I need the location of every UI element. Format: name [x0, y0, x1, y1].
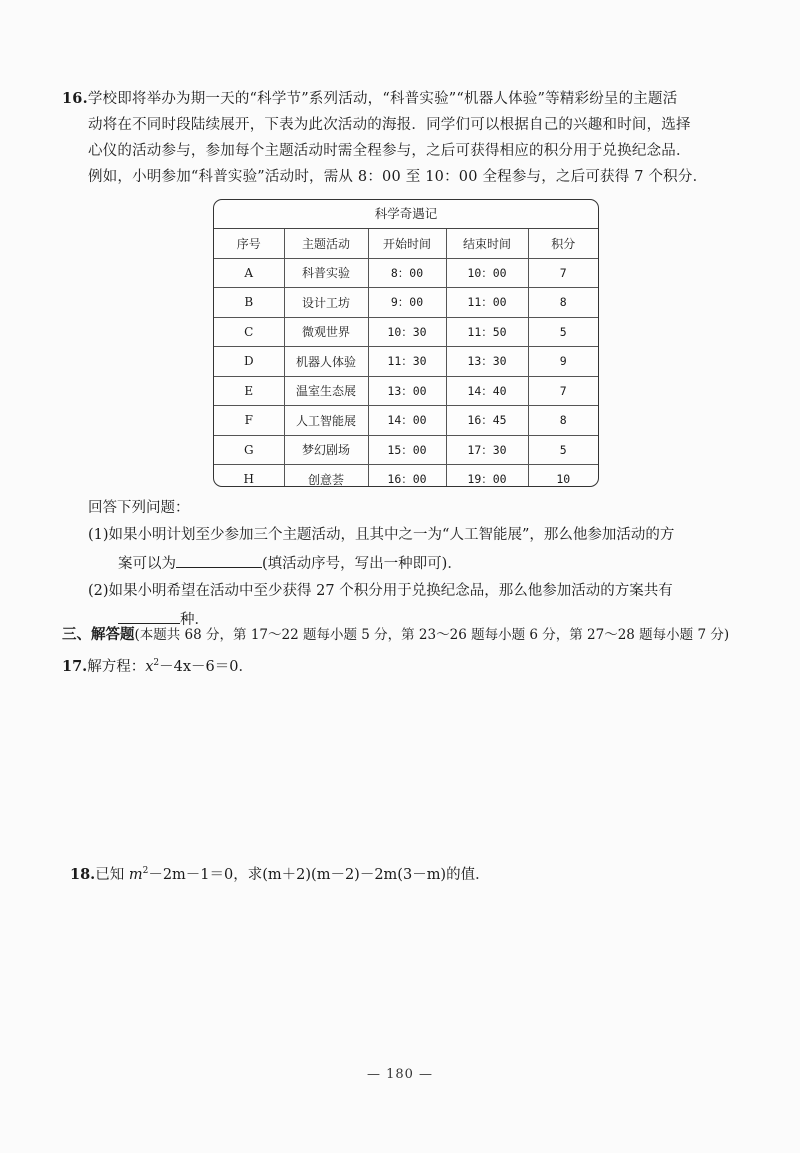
page-number: — 180 —: [366, 1067, 434, 1082]
section-3-title: 三、解答题: [62, 626, 135, 643]
activity-poster: [213, 199, 599, 487]
q18-variable: m: [128, 867, 143, 883]
cell-activity: 梦幻剧场: [284, 435, 368, 465]
section-3-note: (本题共 68 分，第 17～22 题每小题 5 分，第 23～26 题每小题 6 分，第 27～28 题每小题 7 分): [134, 627, 730, 643]
cell-points: 7: [528, 376, 598, 406]
cell-id: G: [214, 435, 284, 465]
cell-start: 16：00: [368, 465, 446, 488]
cell-points: 9: [528, 347, 598, 377]
q18-exponent: 2: [142, 866, 149, 876]
cell-end: 14：40: [446, 376, 528, 406]
cell-id: F: [214, 406, 284, 436]
cell-points: 5: [528, 435, 598, 465]
q16-line-1: [62, 86, 730, 112]
q17-prefix: 解方程：: [87, 659, 146, 675]
cell-activity: 微观世界: [284, 317, 368, 347]
cell-id: D: [214, 347, 284, 377]
cell-id: B: [214, 288, 284, 318]
answer-blank-1[interactable]: [176, 549, 262, 568]
cell-id: C: [214, 317, 284, 347]
header-points: 积分: [528, 229, 598, 258]
question-18: [70, 858, 490, 888]
cell-end: 11：50: [446, 317, 528, 347]
q16-line-3: 心仪的活动参与，参加每个主题活动时需全程参与，之后可获得相应的积分用于兑换纪念品．: [88, 143, 691, 159]
cell-start: 10：30: [368, 317, 446, 347]
sub-question-1-prefix: 案可以为: [118, 556, 176, 572]
cell-points: 8: [528, 288, 598, 318]
cell-start: 11：30: [368, 347, 446, 377]
cell-start: 15：00: [368, 435, 446, 465]
q16-subquestions: [62, 495, 742, 634]
sub-question-2-line-1: (2)如果小明希望在活动中至少获得 27 个积分用于兑换纪念品，那么他参加活动的方案共有: [88, 583, 673, 599]
cell-id: E: [214, 376, 284, 406]
cell-end: 11：00: [446, 288, 528, 318]
cell-start: 14：00: [368, 406, 446, 436]
table-row: [214, 258, 598, 288]
cell-start: 9：00: [368, 288, 446, 318]
q16-line-4: 例如，小明参加“科普实验”活动时，需从 8：00 至 10：00 全程参与，之后可获得 7 个积分．: [88, 169, 708, 185]
table-row: [214, 288, 598, 318]
sub-question-1-line-1: (1)如果小明计划至少参加三个主题活动，且其中之一为“人工智能展”，那么他参加活动的方: [88, 527, 675, 543]
q16-text-1: 学校即将举办为期一天的“科学节”系列活动，“科普实验”“机器人体验”等精彩纷呈的主题活: [87, 91, 678, 107]
sub-question-1-suffix: (填活动序号，写出一种即可)．: [262, 556, 462, 572]
cell-start: 13：00: [368, 376, 446, 406]
cell-id: A: [214, 258, 284, 288]
cell-id: H: [214, 465, 284, 488]
cell-activity: 温室生态展: [284, 376, 368, 406]
table-row: [214, 406, 598, 436]
header-activity: 主题活动: [284, 229, 368, 258]
sub-question-1-line-2: [62, 549, 742, 578]
cell-activity: 科普实验: [284, 258, 368, 288]
q17-exponent: 2: [153, 658, 160, 668]
table-header-row: [214, 229, 598, 258]
sub-question-2-suffix: 种．: [180, 612, 209, 628]
table-row: [214, 376, 598, 406]
cell-start: 8：00: [368, 258, 446, 288]
q16-line-2: 动将在不同时段陆续展开，下表为此次活动的海报．同学们可以根据自己的兴趣和时间，选择: [88, 117, 691, 133]
q17-equation-rest: －4x－6＝0．: [159, 659, 254, 675]
cell-points: 7: [528, 258, 598, 288]
poster-title: 科学奇遇记: [214, 200, 598, 229]
cell-end: 13：30: [446, 347, 528, 377]
header-id: 序号: [214, 229, 284, 258]
question-16: [62, 86, 730, 190]
table-row: [214, 317, 598, 347]
cell-activity: 设计工坊: [284, 288, 368, 318]
cell-points: 8: [528, 406, 598, 436]
cell-end: 10：00: [446, 258, 528, 288]
q17-variable: x: [145, 659, 154, 675]
cell-activity: 机器人体验: [284, 347, 368, 377]
cell-activity: 创意荟: [284, 465, 368, 488]
table-row: [214, 465, 598, 488]
q18-prefix: 已知: [95, 867, 129, 883]
cell-end: 19：00: [446, 465, 528, 488]
q17-number: 17.: [62, 658, 88, 675]
q16-number: 16.: [62, 90, 88, 107]
table-row: [214, 347, 598, 377]
q18-expression-rest: －2m－1＝0，求(m＋2)(m－2)－2m(3－m)的值．: [148, 867, 490, 883]
cell-end: 17：30: [446, 435, 528, 465]
section-3-heading: [62, 622, 762, 648]
question-17: [62, 650, 253, 680]
answer-prompt: 回答下列问题：: [88, 500, 190, 516]
header-end: 结束时间: [446, 229, 528, 258]
cell-points: 10: [528, 465, 598, 488]
activity-table: [214, 229, 598, 487]
table-row: [214, 435, 598, 465]
header-start: 开始时间: [368, 229, 446, 258]
cell-end: 16：45: [446, 406, 528, 436]
cell-points: 5: [528, 317, 598, 347]
q18-number: 18.: [70, 866, 96, 883]
cell-activity: 人工智能展: [284, 406, 368, 436]
